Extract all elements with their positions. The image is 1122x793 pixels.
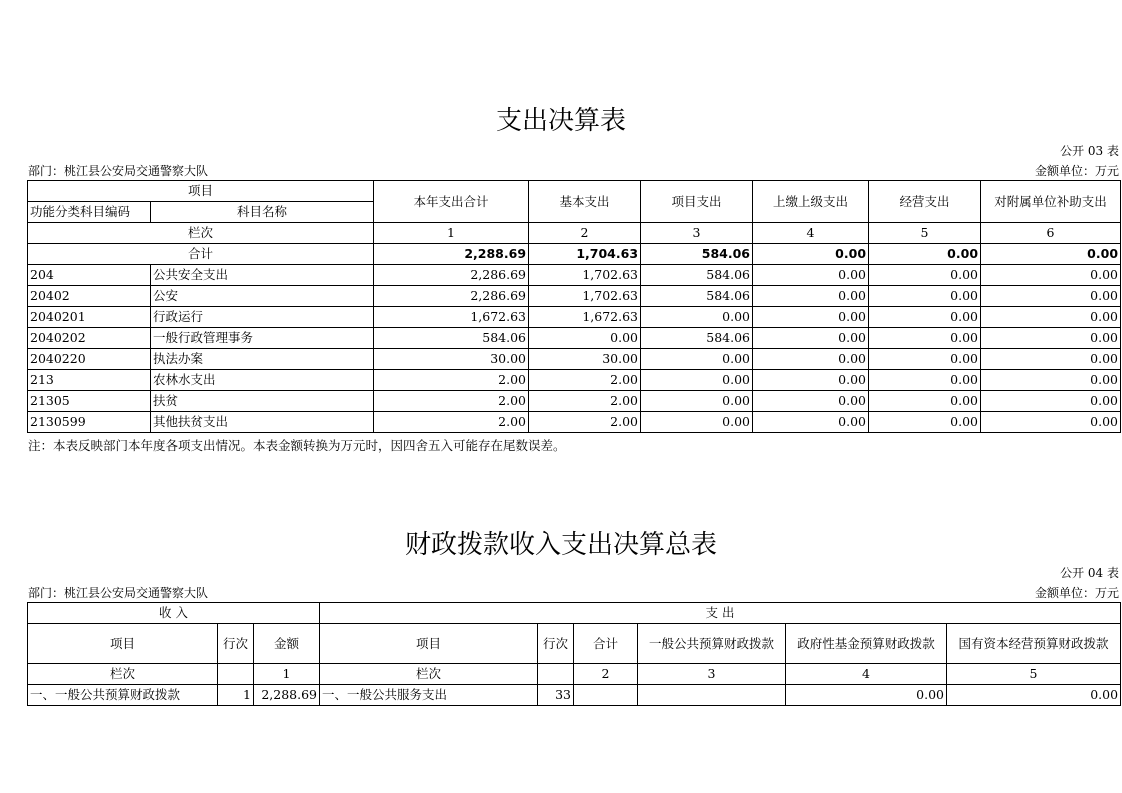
- amount-cell: 1,672.63: [374, 307, 529, 328]
- amount-cell: 1,672.63: [529, 307, 641, 328]
- amount-cell: 0.00: [753, 307, 869, 328]
- subject-name: 公共安全支出: [151, 265, 374, 286]
- header-subsidy-expense: 对附属单位补助支出: [981, 181, 1121, 223]
- amount-cell: 2,286.69: [374, 286, 529, 307]
- column-number: 1: [374, 223, 529, 244]
- general-budget-value: [638, 685, 786, 706]
- income-item: 一、一般公共预算财政拨款: [28, 685, 218, 706]
- table-row: [28, 685, 1121, 706]
- table-row: [28, 265, 1121, 286]
- table1-department: 部门：桃江县公安局交通警察大队: [28, 164, 209, 178]
- table-row: [28, 328, 1121, 349]
- income-item-header: 项目: [28, 624, 218, 664]
- column-number-label: 栏次: [28, 223, 374, 244]
- table2-title: 财政拨款收入支出决算总表: [404, 530, 717, 560]
- column-number: 3: [641, 223, 753, 244]
- subject-code: 204: [28, 265, 151, 286]
- amount-cell: 584.06: [641, 265, 753, 286]
- subject-code: 2040202: [28, 328, 151, 349]
- amount-cell: 0.00: [641, 370, 753, 391]
- amount-cell: 0.00: [641, 349, 753, 370]
- amount-cell: 30.00: [529, 349, 641, 370]
- table1-unit: 金额单位：万元: [1034, 164, 1119, 178]
- empty-cell: [218, 664, 254, 685]
- amount-cell: 0.00: [869, 328, 981, 349]
- amount-cell: 0.00: [753, 286, 869, 307]
- expense-item-header: 项目: [320, 624, 538, 664]
- amount-cell: 0.00: [981, 370, 1121, 391]
- table-row: [28, 391, 1121, 412]
- amount-cell: 2.00: [374, 391, 529, 412]
- subject-name: 一般行政管理事务: [151, 328, 374, 349]
- income-column-number-label: 栏次: [28, 664, 218, 685]
- amount-cell: 0.00: [981, 349, 1121, 370]
- column-number: 3: [638, 664, 786, 685]
- amount-cell: 0.00: [641, 307, 753, 328]
- expense-column-number-label: 栏次: [320, 664, 538, 685]
- column-number: 2: [574, 664, 638, 685]
- table2-department: 部门：桃江县公安局交通警察大队: [28, 586, 209, 600]
- amount-cell: 0.00: [981, 286, 1121, 307]
- amount-cell: 0.00: [869, 286, 981, 307]
- amount-cell: 2.00: [529, 391, 641, 412]
- subject-code: 2130599: [28, 412, 151, 433]
- fund-budget-value: 0.00: [786, 685, 947, 706]
- column-number: 6: [981, 223, 1121, 244]
- income-amount: 2,288.69: [254, 685, 320, 706]
- amount-cell: 2.00: [374, 370, 529, 391]
- amount-cell: 0.00: [753, 349, 869, 370]
- income-line: 1: [218, 685, 254, 706]
- expense-line-header: 行次: [538, 624, 574, 664]
- table1-note: 注：本表反映部门本年度各项支出情况。本表金额转换为万元时，因四舍五入可能存在尾数误差。: [28, 438, 566, 453]
- table-row: [28, 370, 1121, 391]
- expense-total-header: 合计: [574, 624, 638, 664]
- amount-cell: 0.00: [981, 307, 1121, 328]
- table-row: [28, 286, 1121, 307]
- column-number: 5: [869, 223, 981, 244]
- amount-cell: 2.00: [529, 412, 641, 433]
- column-number: 5: [947, 664, 1121, 685]
- column-number: 2: [529, 223, 641, 244]
- header-subject-name: 科目名称: [151, 202, 374, 223]
- header-project-expense: 项目支出: [641, 181, 753, 223]
- amount-cell: 0.00: [869, 307, 981, 328]
- amount-cell: 2,286.69: [374, 265, 529, 286]
- total-row: [28, 244, 1121, 265]
- amount-cell: 2.00: [374, 412, 529, 433]
- header-item: 项目: [28, 181, 374, 202]
- state-capital-header: 国有资本经营预算财政拨款: [947, 624, 1121, 664]
- expense-total: [574, 685, 638, 706]
- subject-code: 213: [28, 370, 151, 391]
- amount-cell: 0.00: [869, 370, 981, 391]
- subject-code: 20402: [28, 286, 151, 307]
- table-row: [28, 349, 1121, 370]
- column-number: 4: [753, 223, 869, 244]
- total-cell: 0.00: [869, 244, 981, 265]
- amount-cell: 0.00: [641, 412, 753, 433]
- amount-cell: 2.00: [529, 370, 641, 391]
- total-cell: 584.06: [641, 244, 753, 265]
- subject-name: 行政运行: [151, 307, 374, 328]
- amount-cell: 0.00: [869, 349, 981, 370]
- amount-cell: 0.00: [981, 265, 1121, 286]
- total-cell: 0.00: [753, 244, 869, 265]
- total-cell: 2,288.69: [374, 244, 529, 265]
- empty-cell: [538, 664, 574, 685]
- total-label: 合计: [28, 244, 374, 265]
- expenditure-table: [27, 180, 1121, 433]
- amount-cell: 584.06: [641, 328, 753, 349]
- amount-cell: 0.00: [869, 412, 981, 433]
- table1-code: 公开 03 表: [1060, 144, 1119, 158]
- table1-title: 支出决算表: [495, 106, 626, 136]
- amount-cell: 0.00: [981, 328, 1121, 349]
- income-amount-header: 金额: [254, 624, 320, 664]
- header-basic-expense: 基本支出: [529, 181, 641, 223]
- amount-cell: 584.06: [641, 286, 753, 307]
- total-cell: 1,704.63: [529, 244, 641, 265]
- subject-name: 农林水支出: [151, 370, 374, 391]
- fiscal-allocation-table: [27, 602, 1121, 706]
- amount-cell: 0.00: [753, 412, 869, 433]
- general-budget-header: 一般公共预算财政拨款: [638, 624, 786, 664]
- table2-code: 公开 04 表: [1060, 566, 1119, 580]
- amount-cell: 584.06: [374, 328, 529, 349]
- amount-cell: 0.00: [753, 265, 869, 286]
- amount-cell: 0.00: [981, 412, 1121, 433]
- income-line-header: 行次: [218, 624, 254, 664]
- table-row: [28, 412, 1121, 433]
- column-number: 1: [254, 664, 320, 685]
- header-subject-code: 功能分类科目编码: [28, 202, 151, 223]
- header-business-expense: 经营支出: [869, 181, 981, 223]
- subject-name: 扶贫: [151, 391, 374, 412]
- amount-cell: 0.00: [641, 391, 753, 412]
- amount-cell: 0.00: [529, 328, 641, 349]
- expense-header: 支 出: [320, 603, 1121, 624]
- subject-code: 2040220: [28, 349, 151, 370]
- amount-cell: 0.00: [869, 391, 981, 412]
- amount-cell: 1,702.63: [529, 265, 641, 286]
- amount-cell: 0.00: [869, 265, 981, 286]
- amount-cell: 1,702.63: [529, 286, 641, 307]
- income-header: 收 入: [28, 603, 320, 624]
- subject-name: 其他扶贫支出: [151, 412, 374, 433]
- expense-line: 33: [538, 685, 574, 706]
- subject-name: 公安: [151, 286, 374, 307]
- column-number: 4: [786, 664, 947, 685]
- amount-cell: 0.00: [981, 391, 1121, 412]
- total-cell: 0.00: [981, 244, 1121, 265]
- amount-cell: 0.00: [753, 370, 869, 391]
- subject-name: 执法办案: [151, 349, 374, 370]
- header-total-expense: 本年支出合计: [374, 181, 529, 223]
- subject-code: 21305: [28, 391, 151, 412]
- table2-unit: 金额单位：万元: [1034, 586, 1119, 600]
- table-row: [28, 307, 1121, 328]
- fund-budget-header: 政府性基金预算财政拨款: [786, 624, 947, 664]
- header-upper-payment: 上缴上级支出: [753, 181, 869, 223]
- amount-cell: 0.00: [753, 391, 869, 412]
- expense-item: 一、一般公共服务支出: [320, 685, 538, 706]
- amount-cell: 30.00: [374, 349, 529, 370]
- subject-code: 2040201: [28, 307, 151, 328]
- state-capital-value: 0.00: [947, 685, 1121, 706]
- amount-cell: 0.00: [753, 328, 869, 349]
